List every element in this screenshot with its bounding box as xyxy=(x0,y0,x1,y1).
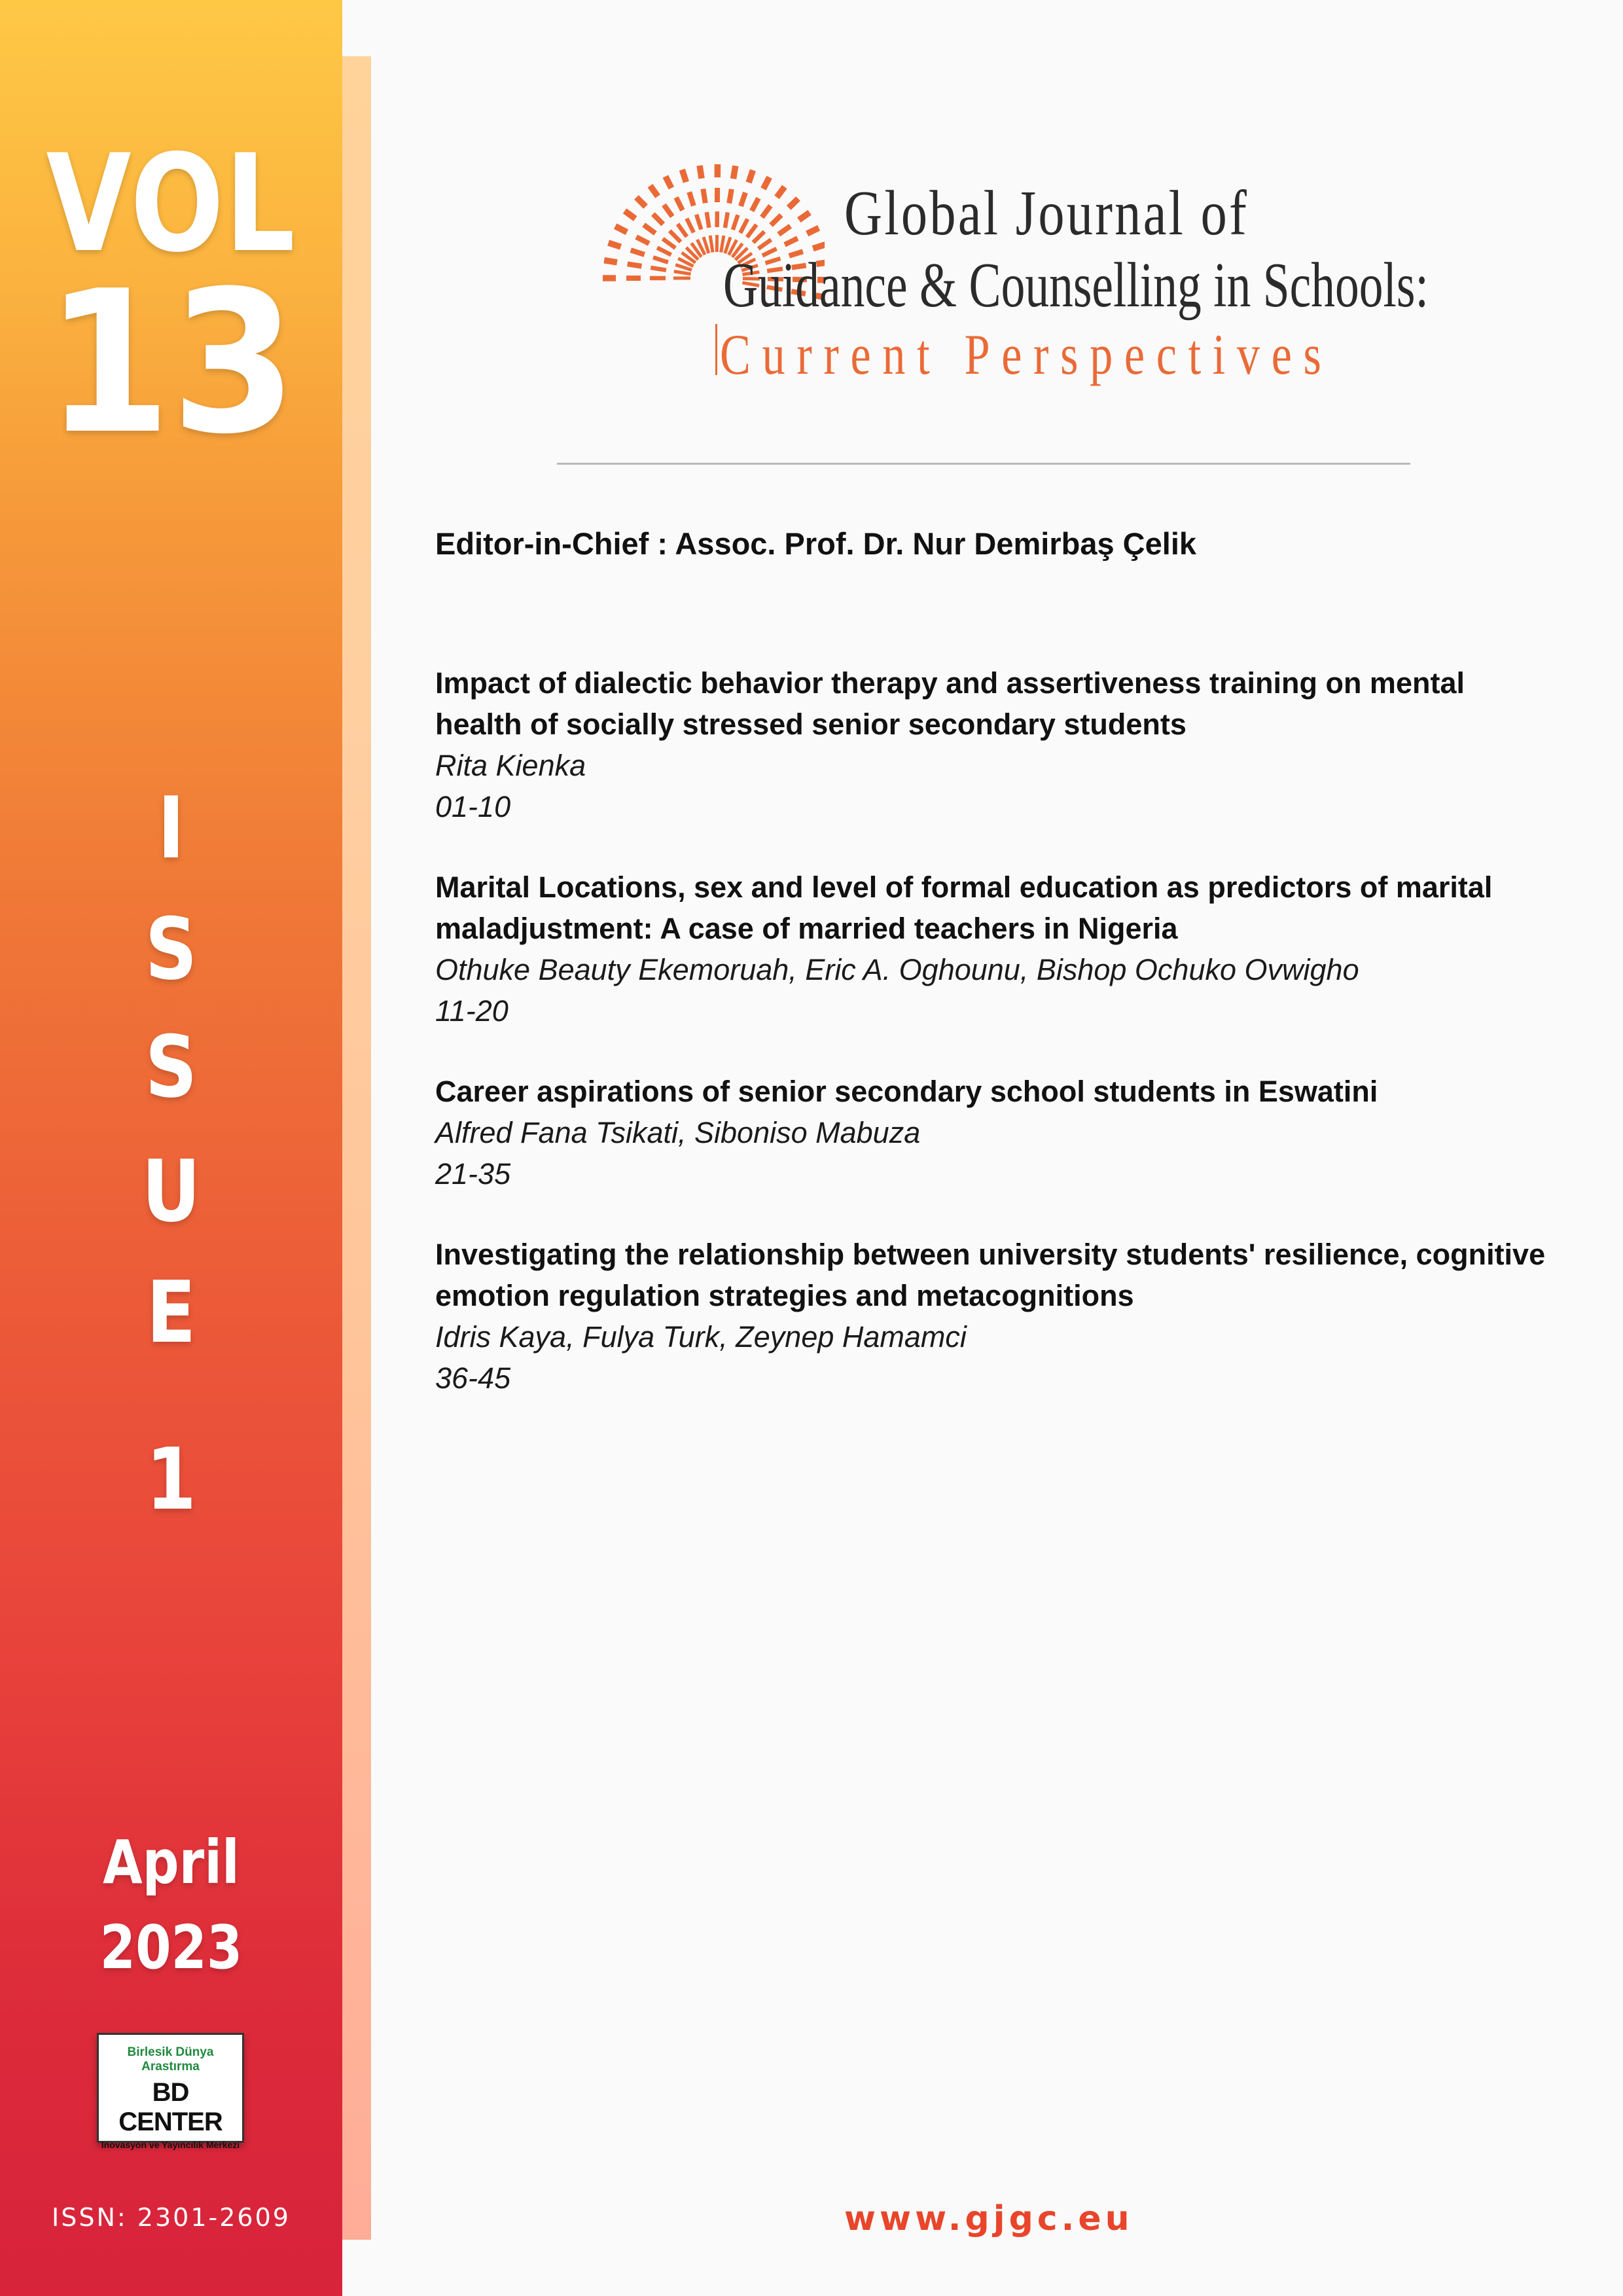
sunburst-ray xyxy=(733,215,738,230)
volume-number: 13 xyxy=(45,249,297,477)
sunburst-ray xyxy=(753,232,764,243)
article-item[interactable] xyxy=(435,867,1548,1031)
sunburst-ray xyxy=(663,239,675,248)
issn: ISSN: 2301-2609 xyxy=(52,2203,291,2232)
sunburst-ray xyxy=(771,215,781,225)
sunburst-ray xyxy=(653,214,663,224)
sunburst-ray xyxy=(674,272,691,274)
sunburst-ray xyxy=(747,224,757,237)
issue-letter-u: U xyxy=(141,1141,201,1241)
sunburst-ray xyxy=(749,170,753,183)
sunburst-ray xyxy=(689,192,694,206)
article-title[interactable]: Investigating the relationship between university students' resilience, cognitive emotion regulation strategies and metacognitions xyxy=(435,1238,1546,1312)
editor-in-chief: Editor-in-Chief : Assoc. Prof. Dr. Nur Demirbaş Çelik xyxy=(435,526,1197,561)
sunburst-ray xyxy=(758,240,772,249)
sunburst-ray xyxy=(733,166,735,179)
sunburst-ray xyxy=(696,215,701,230)
issue-number: 1 xyxy=(146,1429,196,1529)
article-pages: 21-35 xyxy=(435,1157,511,1191)
article-item[interactable] xyxy=(435,662,1548,827)
accent-strip xyxy=(342,56,371,2240)
sunburst-ray xyxy=(710,236,713,253)
issue-year: 2023 xyxy=(99,1912,243,1982)
article-authors: Idris Kaya, Fulya Turk, Zeynep Hamamci xyxy=(435,1320,967,1354)
table-of-contents xyxy=(435,524,1548,1399)
sunburst-ray xyxy=(669,231,681,242)
issue-month: April xyxy=(103,1827,240,1897)
sunburst-ray xyxy=(741,192,745,206)
article-authors: Othuke Beauty Ekemoruah, Eric A. Oghounu, Bishop Ochuko Ovwigho xyxy=(435,953,1359,986)
sunburst-ray xyxy=(725,212,728,228)
sunburst-ray xyxy=(609,243,621,247)
article-pages: 01-10 xyxy=(435,790,511,823)
sunburst-ray xyxy=(687,219,694,232)
sunburst-ray xyxy=(777,187,785,197)
sunburst-ray xyxy=(785,238,798,245)
volume-label: VOL xyxy=(46,126,296,282)
sunburst-ray xyxy=(653,257,668,262)
article-pages: 11-20 xyxy=(435,994,508,1028)
sunburst-ray xyxy=(779,226,791,234)
article-list xyxy=(435,662,1548,1399)
article-title[interactable]: Marital Locations, sex and level of formal education as predictors of marital maladjustment: A case of married teachers in Nigeria xyxy=(435,870,1493,945)
sunburst-ray xyxy=(707,212,709,228)
sunburst-ray xyxy=(636,237,649,243)
sunburst-ray xyxy=(729,189,732,204)
article-authors: Alfred Fana Tsikati, Siboniso Mabuza xyxy=(435,1116,921,1149)
sunburst-ray xyxy=(677,224,687,236)
sunburst-ray xyxy=(631,250,645,255)
sunburst-ray xyxy=(799,213,810,221)
sunburst-ray xyxy=(628,264,642,266)
sunburst-ray xyxy=(762,206,770,217)
sunburst-ray xyxy=(644,225,656,234)
publisher-logo-name: BD CENTER xyxy=(118,2078,223,2136)
publisher-logo xyxy=(97,2033,244,2150)
issue-letter-s1: S xyxy=(145,899,198,999)
sunburst-ray xyxy=(636,197,645,206)
sunburst-ray xyxy=(650,186,658,196)
sunburst-ray xyxy=(666,177,671,188)
sunburst-ray xyxy=(657,247,671,255)
issue-letter-s2: S xyxy=(145,1017,198,1117)
issue-letter-i: I xyxy=(157,778,185,878)
sunburst-ray xyxy=(807,228,819,234)
article-authors: Rita Kienka xyxy=(435,749,586,782)
issue-letter-e: E xyxy=(146,1263,196,1362)
journal-title-line3: Current Perspectives xyxy=(720,323,1333,387)
sunburst-ray xyxy=(703,189,705,204)
sunburst-ray xyxy=(763,177,769,189)
publisher-logo-top: Birlesik Dünya Arastırma xyxy=(127,2045,214,2073)
sunburst-ray xyxy=(752,198,758,211)
article-item[interactable] xyxy=(435,1071,1548,1194)
sunburst-ray xyxy=(789,199,798,208)
article-pages: 36-45 xyxy=(435,1361,511,1395)
sunburst-ray xyxy=(664,205,672,217)
sunburst-ray xyxy=(651,268,666,270)
sunburst-ray xyxy=(700,166,702,179)
journal-title-line1: Global Journal of xyxy=(844,178,1249,249)
sunburst-ray xyxy=(676,198,683,211)
article-title[interactable]: Career aspirations of senior secondary school students in Eswatini xyxy=(435,1075,1378,1108)
article-title[interactable]: Impact of dialectic behavior therapy and assertiveness training on mental health of socially stressed senior secondary students xyxy=(435,666,1465,741)
sunburst-ray xyxy=(625,211,635,219)
sunburst-ray xyxy=(604,260,617,262)
publisher-logo-bottom: Inovasyon ve Yayıncılık Merkezi xyxy=(101,2140,240,2150)
article-item[interactable] xyxy=(435,1234,1548,1399)
sunburst-ray xyxy=(740,219,747,233)
header-rule xyxy=(557,463,1410,465)
sunburst-ray xyxy=(682,170,686,182)
title-divider xyxy=(715,324,717,375)
sunburst-ray xyxy=(615,226,627,232)
journal-title-line2: Guidance & Counselling in Schools: xyxy=(723,250,1429,321)
website-link[interactable]: www.gjgc.eu xyxy=(844,2199,1133,2238)
sunburst-ray xyxy=(813,245,825,249)
